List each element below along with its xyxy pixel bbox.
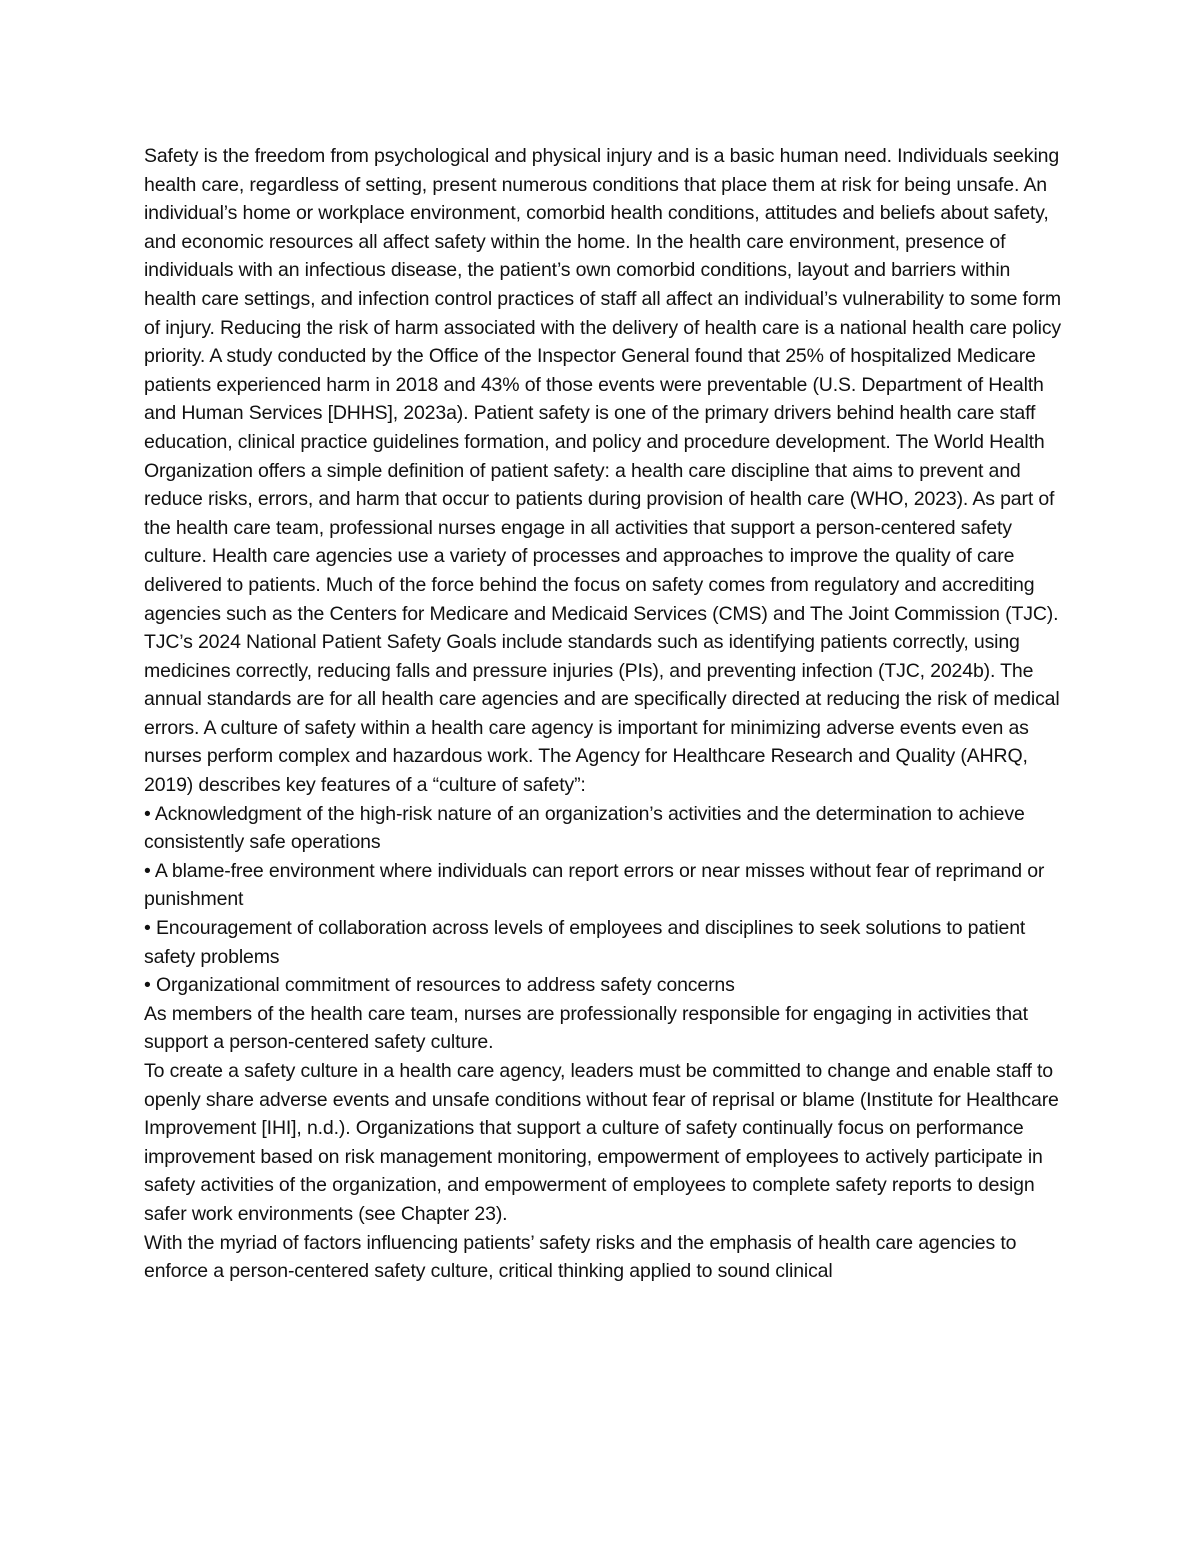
bullet-item-high-risk: • Acknowledgment of the high-risk nature of an organization’s activities and the determination to achieve consistently safe operations <box>144 802 1025 854</box>
paragraph-critical-thinking: With the myriad of factors influencing patients’ safety risks and the emphasis of health care agencies to enforce a person-centered safety culture, critical thinking applied to sound clinical <box>144 1231 1017 1283</box>
bullet-item-collaboration: • Encouragement of collaboration across levels of employees and disciplines to seek solutions to patient safety problems <box>144 917 1026 968</box>
paragraph-safety-culture: To create a safety culture in a health care agency, leaders must be committed to change and enable staff to openly share adverse events and unsafe conditions without fear of reprisal or blame (Institute for Healthcare Improvement [IHI], n.d.). Organizations that support a culture of safety continually focus on performance improvement based on risk management monitoring, empowerment of employees to actively participate in safety activities of the organization, and empowerment of employees to complete safety reports to design safer work environments (see Chapter 23). <box>144 1060 1059 1225</box>
paragraph-intro: Safety is the freedom from psychological and physical injury and is a basic human need. Individuals seeking health care, regardless of setting, present numerous conditions that place them at risk for being unsafe. An individual’s home or workplace environment, comorbid health conditions, attitudes and beliefs about safety, and economic resources all affect safety within the home. In the health care environment, presence of individuals with an infectious disease, the patient’s own comorbid conditions, layout and barriers within health care settings, and infection control practices of staff all affect an individual’s vulnerability to some form of injury. Reducing the risk of harm associated with the delivery of health care is a national health care policy priority. A study conducted by the Office of the Inspector General found that 25% of hospitalized Medicare patients experienced harm in 2018 and 43% of those events were preventable (U.S. Department of Health and Human Services [DHHS], 2023a). Patient safety is one of the primary drivers behind health care staff education, clinical practice guidelines formation, and policy and procedure development. The World Health Organization offers a simple definition of patient safety: a health care discipline that aims to prevent and reduce risks, errors, and harm that occur to patients during provision of health care (WHO, 2023). As part of the health care team, professional nurses engage in all activities that support a person-centered safety culture. Health care agencies use a variety of processes and approaches to improve the quality of care delivered to patients. Much of the force behind the focus on safety comes from regulatory and accrediting agencies such as the Centers for Medicare and Medicaid Services (CMS) and The Joint Commission (TJC). TJC’s 2024 National Patient Safety Goals include standards such as identifying patients correctly, using medicines correctly, reducing falls and pressure injuries (PIs), and preventing infection (TJC, 2024b). The annual standards are for all health care agencies and are specifically directed at reducing the risk of medical errors. A culture of safety within a health care agency is important for minimizing adverse events even as nurses perform complex and hazardous work. The Agency for Healthcare Research and Quality (AHRQ, 2019) describes key features of a “culture of safety”: <box>144 145 1062 797</box>
paragraph-nurses-role: As members of the health care team, nurses are professionally responsible for engaging in activities that support a person-centered safety culture. <box>144 1002 1028 1054</box>
document-body <box>144 142 1064 1286</box>
bullet-item-commitment: • Organizational commitment of resources to address safety concerns <box>144 974 735 997</box>
bullet-item-blame-free: • A blame-free environment where individuals can report errors or near misses without fear of reprimand or punishment <box>144 859 1045 911</box>
